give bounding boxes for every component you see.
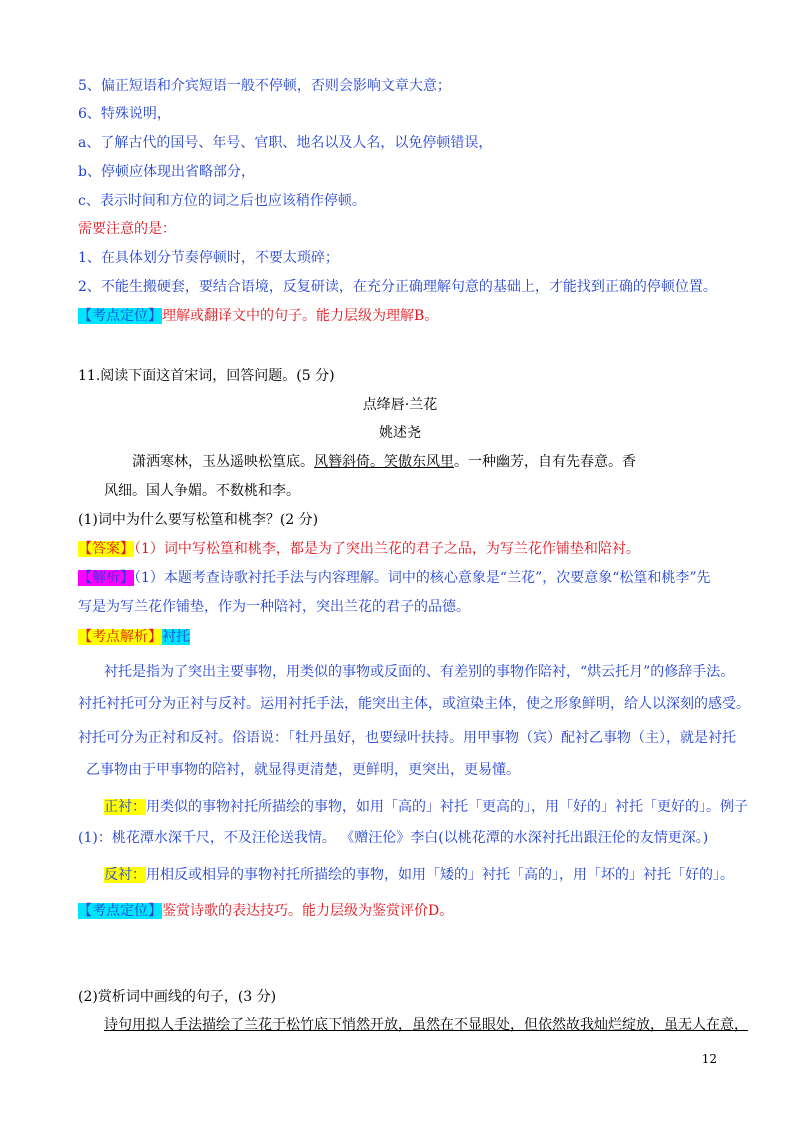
note-c: c、表示时间和方位的词之后也应该稍作停顿。	[78, 193, 366, 209]
analysis-line-2: 写是为写兰花作铺垫，作为一种陪衬，突出兰花的君子的品德。	[78, 599, 470, 615]
zhengchen-tag: 正衬：	[104, 799, 146, 815]
poem-underlined-sentence: 风簪斜倚。笑傲东风里	[314, 454, 454, 470]
keypoint-word: 衬托	[162, 629, 190, 645]
keypoint-line-2: 衬托衬托可分为正衬与反衬。运用衬托手法，能突出主体，或渲染主体，使之形象鲜明，给人以深刻的感受。	[78, 696, 750, 712]
analysis-line-1	[78, 568, 711, 588]
page-number: 12	[701, 1052, 717, 1066]
keypoint-line-4: 乙事物由于甲事物的陪衬，就显得更清楚，更鲜明，更突出，更易懂。	[86, 762, 520, 778]
fanchen-line	[104, 865, 734, 885]
poem-line-1-b: 。一种幽芳，自有先春意。香	[454, 454, 636, 470]
fanchen-tag: 反衬：	[104, 867, 146, 883]
analysis-tag: 【解析】	[78, 570, 134, 586]
subquestion-1: (1)词中为什么要写松篁和桃李？(2 分)	[78, 512, 319, 528]
answer-line	[78, 539, 640, 559]
poem-line-2: 风细。国人争媚。不数桃和李。	[104, 483, 300, 499]
zhengchen-text: 用类似的事物衬托所描绘的事物，如用「高的」衬托「更高的」，用「好的」衬托「更好的」。例子	[146, 799, 748, 815]
poem-title: 点绛唇·兰花	[362, 397, 438, 413]
note-5: 5、偏正短语和介宾短语一般不停顿，否则会影响文章大意；	[78, 78, 451, 94]
zhengchen-line-1	[104, 797, 748, 817]
keypoint-line-3: 衬托可分为正衬和反衬。俗语说：「牡丹虽好，也要绿叶扶持。用甲事物（宾）配衬乙事物（主），就是衬托	[78, 730, 736, 746]
tip-2: 2、不能生搬硬套，要结合语境，反复研读，在充分正确理解句意的基础上，才能找到正确的停顿位置。	[78, 279, 717, 295]
fanchen-text: 用相反或相异的事物衬托所描绘的事物，如用「矮的」衬托「高的」，用「坏的」衬托「好的」。	[146, 867, 734, 883]
answer-text: （1）词中写松篁和桃李，都是为了突出兰花的君子之品，为写兰花作铺垫和陪衬。	[134, 541, 640, 557]
note-a: a、了解古代的国号、年号、官职、地名以及人名，以免停顿错误，	[78, 135, 493, 151]
keypoint-line-1: 衬托是指为了突出主要事物，用类似的事物或反面的、有差别的事物作陪衬，“烘云托月”的修辞手法。	[104, 664, 735, 680]
subquestion-2-answer: 诗句用拟人手法描绘了兰花于松竹底下悄然开放，虽然在不显眼处，但依然故我灿烂绽放，虽无人在意，	[104, 1017, 748, 1033]
analysis-text-1: （1）本题考查诗歌衬托手法与内容理解。词中的核心意象是“兰花”，次要意象“松篁和桃李”先	[134, 570, 711, 586]
location-tag-2: 【考点定位】	[78, 903, 162, 919]
zhengchen-line-2: (1)：桃花潭水深千尺，不及汪伦送我情。 《赠汪伦》李白(以桃花潭的水深衬托出跟汪伦的友情更深。)	[78, 830, 709, 846]
keypoint-heading	[78, 627, 190, 647]
poem-line-1-a: 潇洒寒林，玉丛遥映松篁底。	[132, 454, 314, 470]
subquestion-2: (2)赏析词中画线的句子，(3 分)	[78, 989, 277, 1005]
location-text-2: 鉴赏诗歌的表达技巧。能力层级为鉴赏评价D。	[162, 903, 454, 919]
location-line-1	[78, 306, 438, 326]
location-tag: 【考点定位】	[78, 308, 162, 324]
question-11-stem: 11.阅读下面这首宋词，回答问题。(5 分)	[78, 368, 335, 384]
tip-1: 1、在具体划分节奏停顿时，不要太琐碎；	[78, 250, 339, 266]
note-6: 6、特殊说明，	[78, 106, 171, 122]
poem-line-1	[132, 452, 636, 472]
poem-author: 姚述尧	[379, 425, 421, 441]
location-text: 理解或翻译文中的句子。能力层级为理解B。	[162, 308, 439, 324]
location-line-2	[78, 901, 453, 921]
note-b: b、停顿应体现出省略部分，	[78, 164, 255, 180]
attention-heading: 需要注意的是：	[78, 221, 176, 237]
keypoint-tag: 【考点解析】	[78, 629, 162, 645]
answer-tag: 【答案】	[78, 541, 134, 557]
